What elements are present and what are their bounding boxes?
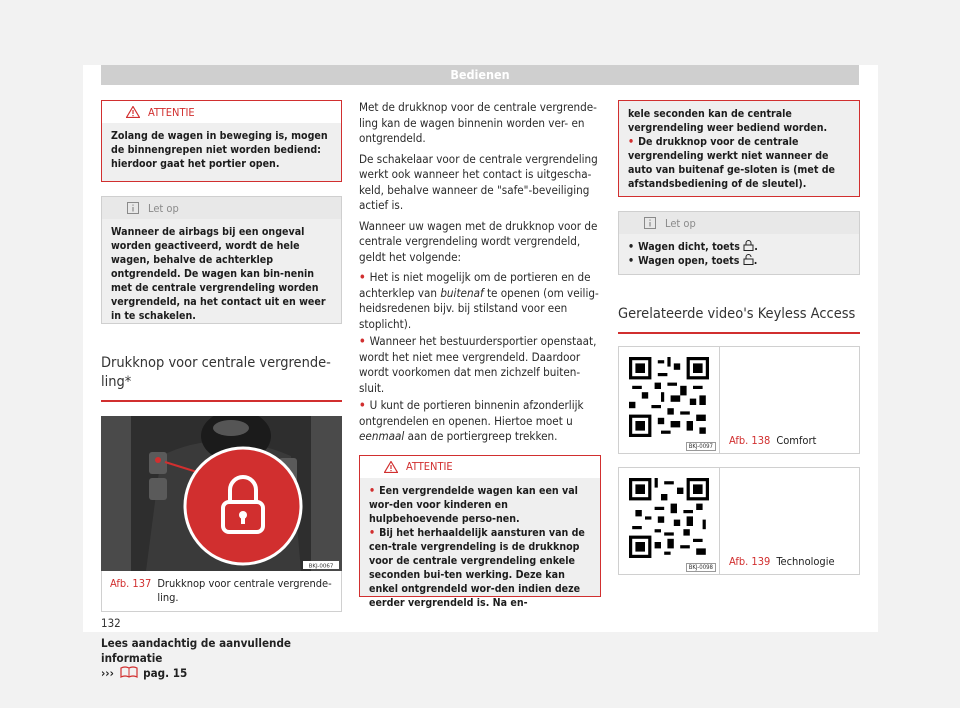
paragraph-2: De schakelaar voor de centrale vergrendeling werkt ook wanneer het contact is uitgescha-keld, behalve wanneer de "safe"-beveiliging actief is. [359,151,598,212]
warning-triangle-icon [384,461,398,473]
qr-tag: BKJ-0097 [686,442,716,451]
video-figure-number: Afb. 139 [729,555,771,568]
warning-triangle-icon [126,106,140,118]
bullet-3-pre: U kunt de portieren binnenin afzonderlijk ontgrendelen en openen. Hiertoe moet u [359,398,584,428]
warning-3-item [628,135,850,191]
warning-header [102,101,341,123]
read-more-line: Lees aandachtig de aanvullende informatie [101,636,291,665]
note-header [619,212,859,234]
bullet-1-pre: Het is niet mogelijk om de portieren en de achterklep van [359,270,591,300]
note-2-item-1-text: Wagen dicht, toets [638,241,740,253]
page-number: 132 [101,616,121,630]
column-middle [359,100,601,609]
note-text: Wanneer de airbags bij een ongeval worden geactiveerd, wordt de hele wagen, behalve de achterklep ontgrendeld. De wagen kan bin-nenin met de centrale vergrendeling worden vergrendeld, na het contact uit en weer in te schakelen. [102,219,341,323]
bullet-1-emphasis: buitenaf [440,285,484,300]
video-caption-text: Technologie [776,555,835,568]
ref-arrows: ››› [101,666,114,680]
ref-page: pag. 15 [143,666,188,680]
book-icon [120,666,138,678]
bullet-dot: • [359,398,366,412]
video-caption [720,347,859,453]
warning-text: Zolang de wagen in beweging is, mogen de binnengrepen niet worden bediend: hierdoor gaat het portier open. [102,123,341,181]
column-left [101,100,342,681]
info-icon [126,202,140,214]
central-locking-button-photo [101,416,342,571]
bullet-3 [359,398,601,445]
bullet-2-text: Wanneer het bestuurdersportier openstaat, wordt het niet mee vergrendeld. Daardoor wordt voorkomen dat men zichzelf buiten-sluit. [359,334,597,395]
note-label: Let op [665,216,696,230]
note-label: Let op [148,201,179,215]
warning-3-item-text: De drukknop voor de centrale vergrendeling werkt niet wanneer de auto van buitenaf ge-sloten is (met de afstandsbediening of de sleutel). [628,136,835,190]
qr-code-icon[interactable] [629,357,709,437]
note-2-item-1: • Wagen dicht, toets . [628,241,758,253]
warning-continued-text: kele seconden kan de centrale vergrendeling weer bediend worden. [628,108,828,134]
bullet-3-emphasis: eenmaal [359,429,405,443]
qr-code-cell [619,347,720,453]
warning-label: ATTENTIE [148,105,195,119]
qr-code-cell [619,468,720,574]
videos-section-title: Gerelateerde video's Keyless Access [618,305,860,334]
figure-number: Afb. 137 [110,577,152,590]
warning-2-item-1 [369,484,591,526]
bullet-1-post: te openen (om veilig-heidsredenen bijv. bij stilstand voor een stoplicht). [359,285,599,331]
bullet-2 [359,334,601,396]
note-2-body [619,234,859,274]
figure-137 [101,416,342,612]
qr-code-icon[interactable] [629,478,709,558]
video-figure-number: Afb. 138 [729,434,771,447]
lock-open-icon [743,254,754,265]
warning-box [101,100,342,182]
warning-2-item-2-text: Bij het herhaaldelijk aansturen van de cen-trale vergrendeling is de drukknop voor de centrale vergrendeling enkele seconden bui-ten werking. Deze kan enkel ontgrendeld wor-den indien deze eerder vergrendeld is. Na en- [369,526,585,609]
bullet-dot: • [359,334,366,348]
warning-box-2 [359,455,601,609]
video-card-138[interactable] [618,346,860,454]
note-box [101,196,342,324]
paragraph-1: Met de drukknop voor de centrale vergrende-ling kan de wagen binnenin worden ver- en ontgrendeld. [359,100,597,145]
qr-tag: BKJ-0098 [686,563,716,572]
paragraph-3: Wanneer uw wagen met de drukknop voor de centrale vergrendeling wordt vergrendeld, geldt het volgende: [359,218,598,264]
note-2-item-2-text: Wagen open, toets [638,255,740,267]
figure-tag: BKJ-0067 [308,563,334,570]
bullet-1 [359,270,601,332]
video-caption [720,468,859,574]
bullet-dot: • [369,526,376,539]
video-caption-text: Comfort [776,434,817,447]
read-more-note [101,636,342,681]
video-card-139[interactable] [618,467,860,575]
column-right [618,100,860,575]
page-header: Bedienen [101,65,859,85]
info-icon [643,217,657,229]
note-box-2 [618,211,860,275]
warning-header [360,456,600,478]
bullet-3-post: aan de portiergreep trekken. [407,429,558,443]
gear-console-illustration [101,416,342,571]
warning-2-body [360,478,600,609]
bullet-dot: • [628,241,635,253]
note-2-item-2: • Wagen open, toets . [628,255,758,267]
note-header [102,197,341,219]
warning-2-item-2 [369,526,591,610]
figure-caption-text: Drukknop voor centrale vergrende-ling. [157,577,332,604]
warning-label: ATTENTIE [406,460,453,473]
warning-2-item-1-text: Een vergrendelde wagen kan een val wor-den voor kinderen en hulpbehoevende perso-nen. [369,484,578,525]
warning-continued-body [619,101,859,196]
figure-caption [101,571,342,612]
section-title: Drukknop voor centrale vergrende-ling* [101,354,342,402]
bullet-dot: • [628,255,635,267]
lock-closed-icon [743,240,754,251]
bullet-dot: • [369,484,376,497]
bullet-dot: • [628,136,635,148]
bullet-dot: • [359,270,366,284]
warning-box-continued [618,100,860,197]
read-more-ref[interactable] [101,666,342,681]
